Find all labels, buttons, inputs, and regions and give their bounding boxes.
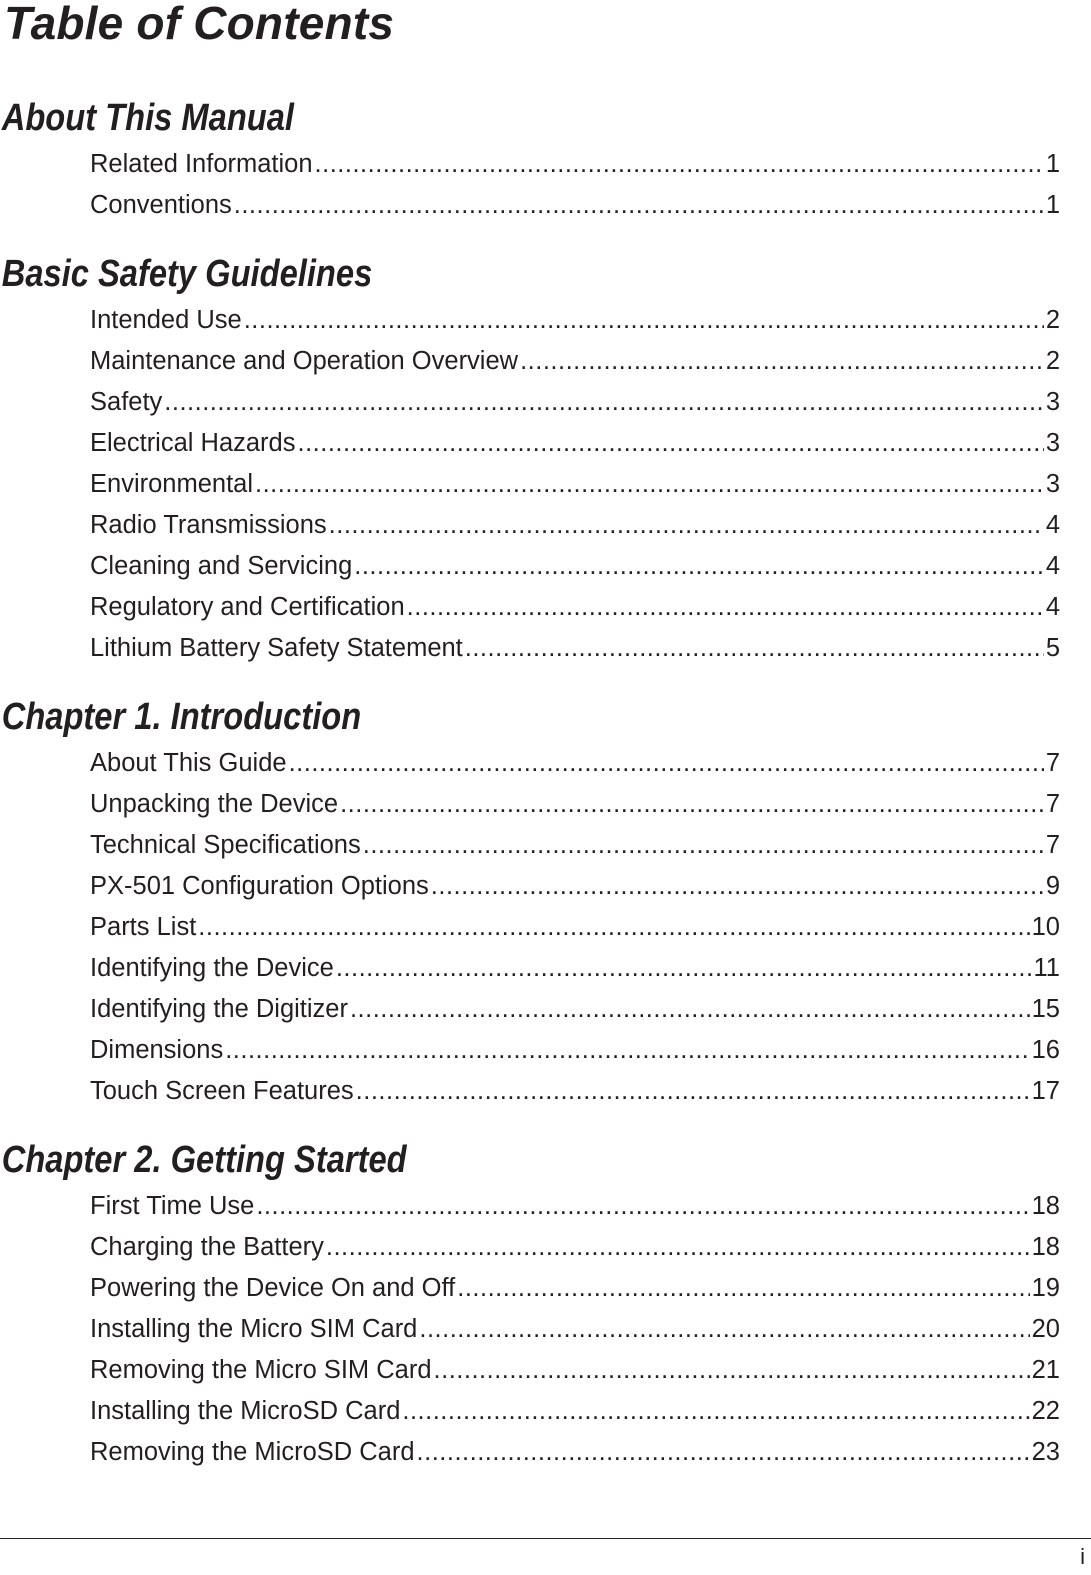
entry-title: Powering the Device On and Off xyxy=(90,1274,456,1302)
dot-leader xyxy=(363,825,1044,866)
toc-entry[interactable] xyxy=(90,1227,1060,1268)
dot-leader xyxy=(336,948,1032,989)
entry-page-number: 7 xyxy=(1045,749,1060,777)
entry-list xyxy=(0,1186,1060,1473)
dot-leader xyxy=(419,1309,1029,1350)
dot-leader xyxy=(234,185,1044,226)
entry-page-number: 16 xyxy=(1031,1036,1060,1064)
toc-section-chapter-1 xyxy=(0,691,1060,1134)
dot-leader xyxy=(457,1268,1029,1309)
entry-title: Environmental xyxy=(90,470,253,498)
toc-entry[interactable] xyxy=(90,866,1060,907)
dot-leader xyxy=(255,464,1044,505)
dot-leader xyxy=(417,1432,1030,1473)
toc-entry[interactable] xyxy=(90,784,1060,825)
toc-entry[interactable] xyxy=(90,464,1060,505)
entry-title: Parts List xyxy=(90,913,197,941)
dot-leader xyxy=(198,907,1029,948)
dot-leader xyxy=(354,546,1044,587)
entry-title: Cleaning and Servicing xyxy=(90,552,353,580)
section-heading: Chapter 1. Introduction xyxy=(1,696,362,738)
entry-page-number: 4 xyxy=(1045,511,1060,539)
dot-leader xyxy=(164,382,1044,423)
toc-entry[interactable] xyxy=(90,989,1060,1030)
footer-rule xyxy=(0,1538,1091,1539)
entry-page-number: 2 xyxy=(1045,306,1060,334)
entry-title: PX-501 Configuration Options xyxy=(90,872,429,900)
entry-page-number: 17 xyxy=(1031,1077,1060,1105)
table-of-contents xyxy=(0,92,1060,1473)
entry-page-number: 1 xyxy=(1045,191,1060,219)
entry-page-number: 2 xyxy=(1045,347,1060,375)
toc-section-basic-safety-guidelines xyxy=(0,248,1060,691)
toc-entry[interactable] xyxy=(90,1432,1060,1473)
dot-leader xyxy=(356,1071,1030,1112)
entry-title: Identifying the Digitizer xyxy=(90,995,348,1023)
entry-list xyxy=(0,144,1060,226)
toc-entry[interactable] xyxy=(90,1186,1060,1227)
entry-page-number: 4 xyxy=(1045,552,1060,580)
toc-entry[interactable] xyxy=(90,907,1060,948)
dot-leader xyxy=(244,300,1044,341)
section-heading: About This Manual xyxy=(1,97,295,139)
entry-page-number: 3 xyxy=(1045,388,1060,416)
entry-page-number: 3 xyxy=(1045,470,1060,498)
entry-title: Charging the Battery xyxy=(90,1233,324,1261)
entry-page-number: 5 xyxy=(1045,634,1060,662)
entry-title: Radio Transmissions xyxy=(90,511,327,539)
entry-title: First Time Use xyxy=(90,1192,255,1220)
toc-entry[interactable] xyxy=(90,300,1060,341)
toc-entry[interactable] xyxy=(90,948,1060,989)
entry-title: Dimensions xyxy=(90,1036,224,1064)
entry-page-number: 19 xyxy=(1031,1274,1060,1302)
toc-entry[interactable] xyxy=(90,546,1060,587)
dot-leader xyxy=(326,1227,1030,1268)
dot-leader xyxy=(407,587,1044,628)
dot-leader xyxy=(225,1030,1029,1071)
entry-title: Technical Specifications xyxy=(90,831,361,859)
dot-leader xyxy=(402,1391,1029,1432)
entry-page-number: 7 xyxy=(1045,831,1060,859)
entry-title: Related Information xyxy=(90,150,313,178)
page-title: Table of Contents xyxy=(4,0,395,49)
entry-title: Electrical Hazards xyxy=(90,429,296,457)
entry-list xyxy=(0,300,1060,669)
entry-title: Lithium Battery Safety Statement xyxy=(90,634,463,662)
entry-list xyxy=(0,743,1060,1112)
dot-leader xyxy=(256,1186,1029,1227)
entry-title: Removing the MicroSD Card xyxy=(90,1438,415,1466)
dot-leader xyxy=(465,628,1044,669)
toc-entry[interactable] xyxy=(90,825,1060,866)
entry-title: Removing the Micro SIM Card xyxy=(90,1356,432,1384)
section-heading: Basic Safety Guidelines xyxy=(1,253,373,295)
entry-title: Unpacking the Device xyxy=(90,790,339,818)
entry-page-number: 11 xyxy=(1033,954,1060,982)
entry-title: Maintenance and Operation Overview xyxy=(90,347,519,375)
dot-leader xyxy=(434,1350,1030,1391)
entry-title: Installing the Micro SIM Card xyxy=(90,1315,418,1343)
entry-title: Identifying the Device xyxy=(90,954,334,982)
entry-title: Regulatory and Certification xyxy=(90,593,405,621)
entry-page-number: 1 xyxy=(1045,150,1060,178)
entry-title: Intended Use xyxy=(90,306,242,334)
toc-section-about-this-manual xyxy=(0,92,1060,248)
toc-entry[interactable] xyxy=(90,743,1060,784)
entry-page-number: 10 xyxy=(1031,913,1060,941)
toc-entry[interactable] xyxy=(90,423,1060,464)
dot-leader xyxy=(329,505,1044,546)
entry-page-number: 23 xyxy=(1031,1438,1060,1466)
toc-entry[interactable] xyxy=(90,628,1060,669)
entry-title: Safety xyxy=(90,388,163,416)
toc-entry[interactable] xyxy=(90,382,1060,423)
entry-page-number: 21 xyxy=(1031,1356,1060,1384)
toc-section-chapter-2 xyxy=(0,1134,1060,1473)
toc-entry[interactable] xyxy=(90,1309,1060,1350)
toc-entry[interactable] xyxy=(90,1391,1060,1432)
toc-entry[interactable] xyxy=(90,1268,1060,1309)
entry-title: About This Guide xyxy=(90,749,287,777)
dot-leader xyxy=(350,989,1030,1030)
entry-page-number: 3 xyxy=(1045,429,1060,457)
entry-page-number: 9 xyxy=(1045,872,1060,900)
toc-entry[interactable] xyxy=(90,587,1060,628)
entry-page-number: 18 xyxy=(1031,1233,1060,1261)
toc-entry[interactable] xyxy=(90,1071,1060,1112)
toc-entry[interactable] xyxy=(90,341,1060,382)
dot-leader xyxy=(431,866,1044,907)
entry-title: Conventions xyxy=(90,191,232,219)
toc-entry[interactable] xyxy=(90,144,1060,185)
dot-leader xyxy=(340,784,1044,825)
dot-leader xyxy=(297,423,1043,464)
entry-title: Touch Screen Features xyxy=(90,1077,354,1105)
toc-entry[interactable] xyxy=(90,1350,1060,1391)
entry-page-number: 18 xyxy=(1031,1192,1060,1220)
page-folio: i xyxy=(1080,1544,1085,1569)
dot-leader xyxy=(289,743,1044,784)
dot-leader xyxy=(520,341,1044,382)
dot-leader xyxy=(315,144,1044,185)
toc-entry[interactable] xyxy=(90,185,1060,226)
entry-page-number: 20 xyxy=(1031,1315,1060,1343)
section-heading: Chapter 2. Getting Started xyxy=(1,1139,407,1181)
toc-entry[interactable] xyxy=(90,1030,1060,1071)
entry-page-number: 4 xyxy=(1045,593,1060,621)
entry-page-number: 15 xyxy=(1031,995,1060,1023)
toc-entry[interactable] xyxy=(90,505,1060,546)
entry-page-number: 22 xyxy=(1031,1397,1060,1425)
entry-page-number: 7 xyxy=(1045,790,1060,818)
entry-title: Installing the MicroSD Card xyxy=(90,1397,401,1425)
